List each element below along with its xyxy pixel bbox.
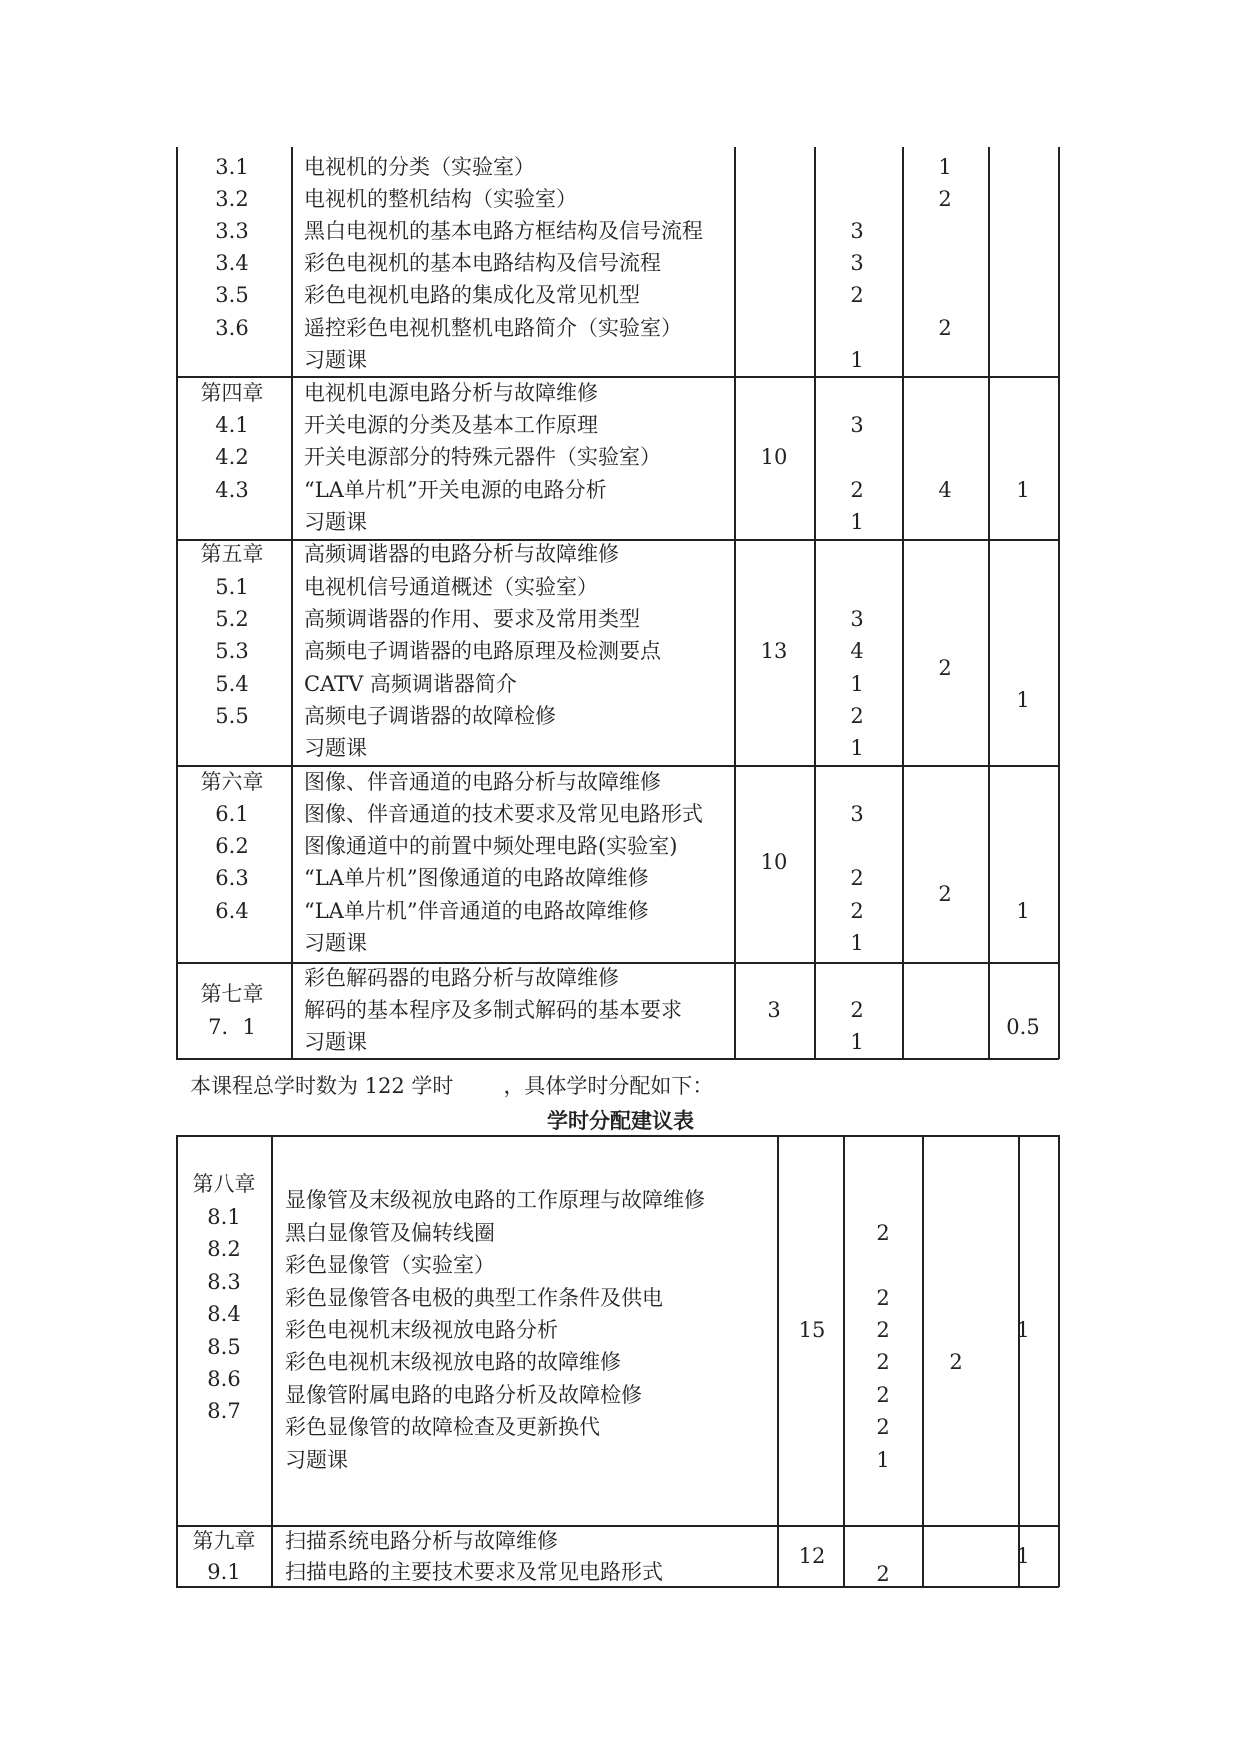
lab-hours: 2 [938,882,952,906]
table-border [291,147,293,1059]
section-number: 5.2 [215,607,249,631]
table-border [176,1135,1059,1137]
lecture-hours: 1 [850,1030,864,1054]
section-title: 开关电源的分类及基本工作原理 [304,413,598,437]
section-title: 习题课 [304,1030,367,1054]
section-number: 4.3 [215,478,249,502]
allocation-text: ，具体学时分配如下： [503,1074,714,1098]
lecture-hours: 2 [876,1286,890,1310]
section-number: 4.1 [215,413,249,437]
table-border [176,1058,1059,1060]
lecture-hours: 2 [876,1383,890,1407]
section-number: 8.7 [207,1399,241,1423]
row-divider [176,376,1059,378]
chapter-total-hours: 10 [760,850,788,874]
lecture-hours: 1 [850,736,864,760]
section-title: 彩色电视机电路的集成化及常见机型 [304,283,640,307]
chapter-label: 第九章 [192,1529,256,1553]
lab-hours: 1 [938,155,952,179]
section-number: 5.1 [215,575,249,599]
section-title: 彩色电视机末级视放电路的故障维修 [285,1350,621,1374]
table-border [988,147,990,1059]
exercise-hours: 1 [1016,1318,1030,1342]
section-number: 3.6 [215,316,249,340]
lecture-hours: 2 [850,866,864,890]
section-title: 习题课 [304,931,367,955]
table-border [843,1135,845,1587]
lecture-hours: 4 [850,639,864,663]
exercise-hours: 1 [1016,1544,1030,1568]
section-title: 图像通道中的前置中频处理电路(实验室) [304,834,678,858]
section-title: 遥控彩色电视机整机电路简介（实验室） [304,316,682,340]
row-divider [176,1525,1059,1527]
section-title: 高频电子调谐器的故障检修 [304,704,556,728]
lecture-hours: 2 [850,899,864,923]
row-divider [176,962,1059,964]
section-title: 高频电子调谐器的电路原理及检测要点 [304,639,661,663]
section-number: 6.1 [215,802,249,826]
section-title: 习题课 [304,736,367,760]
lecture-hours: 1 [850,931,864,955]
section-title: 彩色显像管的故障检查及更新换代 [285,1415,600,1439]
lecture-hours: 3 [850,802,864,826]
lecture-hours: 2 [876,1350,890,1374]
section-title: 开关电源部分的特殊元器件（实验室） [304,445,661,469]
section-number: 8.6 [207,1367,241,1391]
section-number: 3.1 [215,155,249,179]
section-number: 6.2 [215,834,249,858]
section-number: 8.1 [207,1205,241,1229]
table-border [1058,147,1060,1059]
exercise-hours: 0.5 [1006,1015,1040,1039]
lecture-hours: 2 [850,478,864,502]
section-title: 高频调谐器的作用、要求及常用类型 [304,607,640,631]
chapter-title: 彩色解码器的电路分析与故障维修 [304,966,619,990]
lecture-hours: 3 [850,251,864,275]
section-number: 7．1 [208,1015,256,1039]
section-title: 彩色电视机的基本电路结构及信号流程 [304,251,661,275]
table-border [271,1135,273,1587]
section-title: 显像管附属电路的电路分析及故障检修 [285,1383,642,1407]
chapter-total-hours: 3 [767,998,781,1022]
lab-hours: 2 [938,187,952,211]
lab-hours: 2 [938,656,952,680]
section-number: 5.3 [215,639,249,663]
total-hours-text: 本课程总学时数为 122 学时 [190,1074,454,1098]
section-number: 4.2 [215,445,249,469]
chapter-label: 第六章 [200,770,264,794]
lecture-hours: 3 [850,413,864,437]
chapter-title: 显像管及末级视放电路的工作原理与故障维修 [285,1188,705,1212]
chapter-title: 图像、伴音通道的电路分析与故障维修 [304,770,661,794]
section-number: 3.2 [215,187,249,211]
chapter-title: 高频调谐器的电路分析与故障维修 [304,542,619,566]
section-title: 习题课 [285,1448,348,1472]
section-title: 电视机的整机结构（实验室） [304,187,577,211]
section-title: 图像、伴音通道的技术要求及常见电路形式 [304,802,703,826]
section-number: 6.4 [215,899,249,923]
section-title: “LA单片机”开关电源的电路分析 [304,478,607,502]
table-border [176,147,178,1059]
chapter-title: 扫描系统电路分析与故障维修 [285,1529,558,1553]
section-title: 黑白显像管及偏转线圈 [285,1221,495,1245]
row-divider [176,765,1059,767]
section-title: “LA单片机”伴音通道的电路故障维修 [304,899,649,923]
table-border [176,1135,178,1587]
table-border [814,147,816,1059]
section-title: 扫描电路的主要技术要求及常见电路形式 [285,1560,663,1584]
section-title: 习题课 [304,348,367,372]
chapter-label: 第五章 [200,542,264,566]
chapter-total-hours: 10 [760,445,788,469]
lab-hours: 2 [949,1350,963,1374]
lecture-hours: 2 [850,998,864,1022]
lecture-hours: 2 [876,1318,890,1342]
table-border [176,1586,1059,1588]
section-number: 8.3 [207,1270,241,1294]
section-title: CATV 高频调谐器简介 [304,672,517,696]
section-title: 彩色电视机末级视放电路分析 [285,1318,558,1342]
lab-hours: 4 [938,478,952,502]
table-border [902,147,904,1059]
lecture-hours: 1 [850,510,864,534]
section-number: 8.2 [207,1237,241,1261]
table-caption: 学时分配建议表 [547,1109,694,1133]
section-number: 8.5 [207,1335,241,1359]
section-title: 彩色显像管各电极的典型工作条件及供电 [285,1286,663,1310]
lab-hours: 2 [938,316,952,340]
lecture-hours: 1 [850,348,864,372]
lecture-hours: 3 [850,219,864,243]
exercise-hours: 1 [1016,688,1030,712]
section-title: 电视机信号通道概述（实验室） [304,575,598,599]
exercise-hours: 1 [1016,899,1030,923]
exercise-hours: 1 [1016,478,1030,502]
total-hours-note [190,1073,713,1099]
section-number: 3.4 [215,251,249,275]
lecture-hours: 1 [876,1448,890,1472]
lecture-hours: 2 [876,1415,890,1439]
chapter-total-hours: 15 [798,1318,826,1342]
section-number: 8.4 [207,1302,241,1326]
section-title: 彩色显像管（实验室） [285,1253,495,1277]
chapter-total-hours: 12 [798,1544,826,1568]
section-title: 解码的基本程序及多制式解码的基本要求 [304,998,682,1022]
table-border [922,1135,924,1587]
section-title: 黑白电视机的基本电路方框结构及信号流程 [304,219,703,243]
chapter-title: 电视机电源电路分析与故障维修 [304,381,598,405]
section-number: 3.3 [215,219,249,243]
table-border [1058,1135,1060,1587]
table-border [777,1135,779,1587]
section-title: 电视机的分类（实验室） [304,155,535,179]
lecture-hours: 1 [850,672,864,696]
section-number: 3.5 [215,283,249,307]
lecture-hours: 3 [850,607,864,631]
chapter-label: 第七章 [200,982,264,1006]
section-title: 习题课 [304,510,367,534]
table-border [734,147,736,1059]
section-number: 6.3 [215,866,249,890]
table-border [1018,1135,1020,1587]
section-title: “LA单片机”图像通道的电路故障维修 [304,866,649,890]
section-number: 5.4 [215,672,249,696]
section-number: 9.1 [207,1560,241,1584]
chapter-total-hours: 13 [760,639,788,663]
chapter-label: 第四章 [200,381,264,405]
lecture-hours: 2 [850,704,864,728]
section-number: 5.5 [215,704,249,728]
lecture-hours: 2 [876,1562,890,1586]
chapter-label: 第八章 [192,1172,256,1196]
lecture-hours: 2 [850,283,864,307]
lecture-hours: 2 [876,1221,890,1245]
